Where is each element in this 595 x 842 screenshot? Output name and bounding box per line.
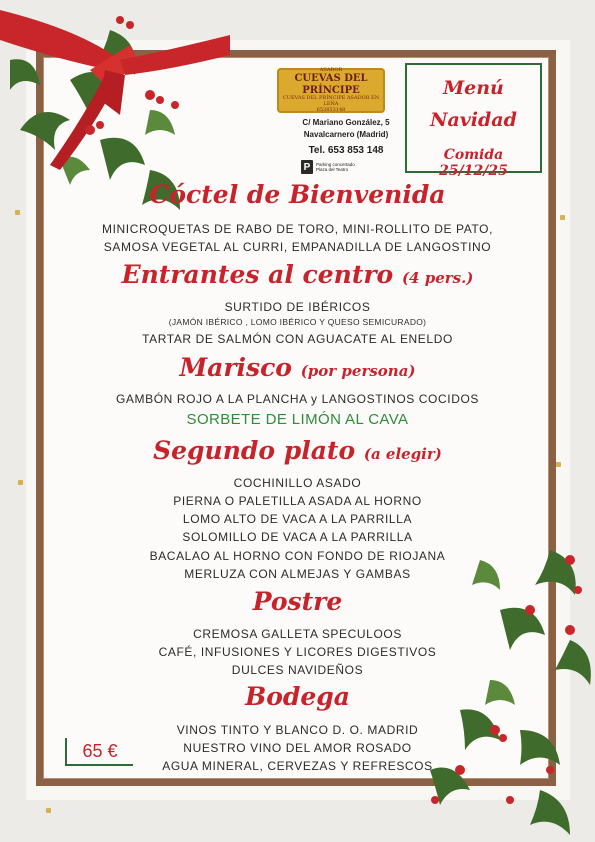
logo-subline: CUEVAS DEL PRÍNCIPE ASADOR EN LEÑA [282,95,380,107]
section-title-text: Marisco [179,353,292,382]
section-title-coctel: Cóctel de Bienvenida [149,180,446,209]
section-title-marisco [0,355,595,380]
address-line-2: Navalcarnero (Madrid) [303,130,389,139]
logo-tagline: ASADOR [319,66,343,73]
menu-item: VINOS TINTO Y BLANCO D. O. MADRID [176,723,419,737]
menu-date: Comida 25/12/25 [439,147,508,179]
menu-item: GAMBÓN ROJO A LA PLANCHA y LANGOSTINOS COCIDOS [115,392,479,406]
gold-confetti [560,215,565,220]
logo-name: CUEVAS DEL PRÍNCIPE [294,73,368,96]
menu-item: NUESTRO VINO DEL AMOR ROSADO [183,741,412,755]
parking-line-2: Plaza del Teatro [316,167,349,172]
parking-line-1: Parking concertado [316,161,355,167]
section-title-entrantes [0,262,595,287]
menu-item: TARTAR DE SALMÓN CON AGUACATE AL ENELDO [142,332,453,346]
menu-title-line-2: Navidad [430,109,517,131]
menu-item: CAFÉ, INFUSIONES Y LICORES DIGESTIVOS [158,645,437,659]
menu-item: CREMOSA GALLETA SPECULOOS [193,627,402,641]
menu-title-box [405,63,542,179]
parking-info [301,160,355,174]
menu-item: SAMOSA VEGETAL AL CURRI, EMPANADILLA DE LANGOSTINO [103,240,492,254]
menu-item: BACALAO AL HORNO CON FONDO DE RIOJANA [149,549,446,563]
address-line-1: C/ Mariano González, 5 [302,118,390,127]
menu-item: COCHINILLO ASADO [233,476,362,490]
restaurant-logo [277,68,385,113]
menu-title-line-1: Menú [443,77,504,99]
section-title-segundo [0,438,595,463]
price-tag: 65 € [65,738,133,766]
logo-phone: 653853148 [316,106,346,113]
parking-icon: P [301,160,313,174]
section-title-text: Segundo plato [153,436,356,465]
menu-item: AGUA MINERAL, CERVEZAS Y REFRESCOS [162,759,433,773]
section-title-bodega: Bodega [245,682,350,711]
menu-item: PIERNA O PALETILLA ASADA AL HORNO [173,494,422,508]
menu-item: MERLUZA CON ALMEJAS Y GAMBAS [184,567,411,581]
menu-item: DULCES NAVIDEÑOS [231,663,364,677]
section-subtitle: (por persona) [300,362,416,380]
menu-item: MINICROQUETAS DE RABO DE TORO, MINI-ROLLITO DE PATO, [101,222,494,236]
menu-item-note: (JAMÓN IBÉRICO , LOMO IBÉRICO Y QUESO SEMICURADO) [168,317,427,327]
section-subtitle: (a elegir) [363,445,442,463]
menu-item: SOLOMILLO DE VACA A LA PARRILLA [182,530,413,544]
section-subtitle: (4 pers.) [401,269,474,287]
section-title-postre: Postre [252,587,343,616]
sorbet-item: SORBETE DE LIMÓN AL CAVA [186,411,409,428]
section-title-text: Entrantes al centro [121,260,394,289]
menu-item: LOMO ALTO DE VACA A LA PARRILLA [182,512,413,526]
menu-item: SURTIDO DE IBÉRICOS [224,300,371,314]
phone-number: Tel. 653 853 148 [308,145,384,156]
gold-confetti [46,808,51,813]
